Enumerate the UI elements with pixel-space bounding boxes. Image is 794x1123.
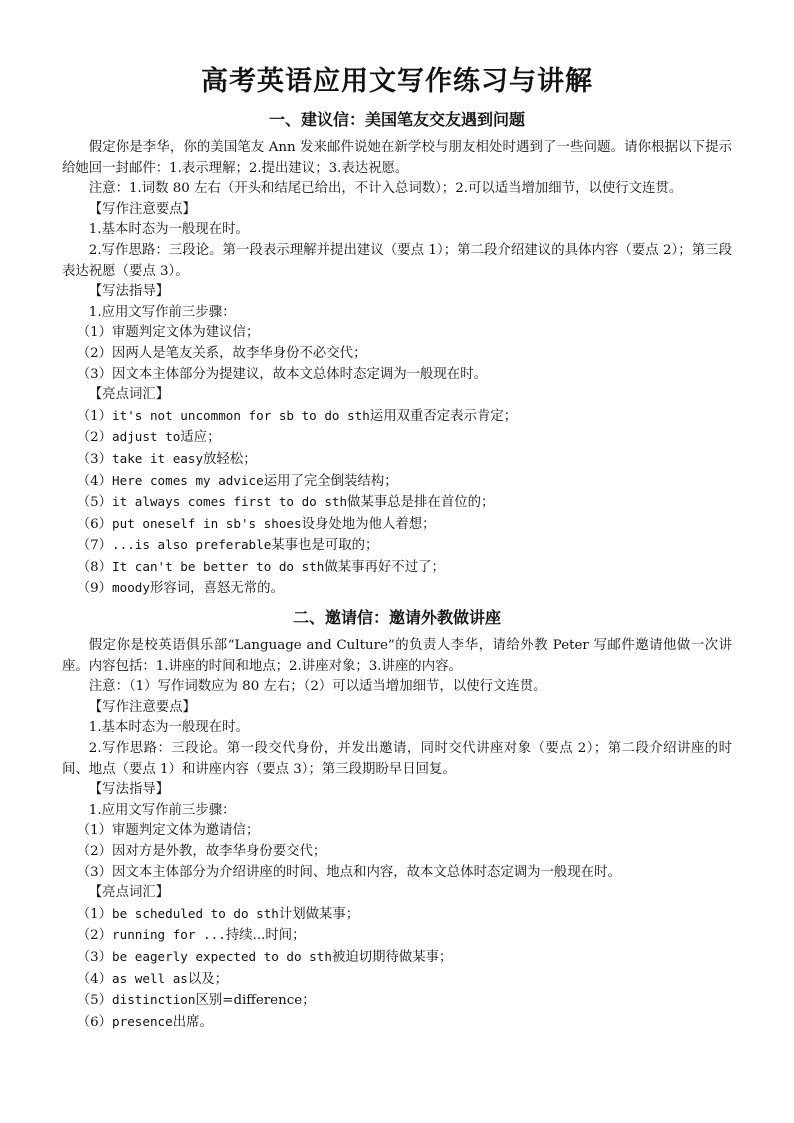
vocab-meaning: 计划做某事； — [278, 906, 360, 922]
steps-list — [62, 323, 732, 385]
steps-list — [62, 821, 732, 883]
vocab-number: （2） — [76, 430, 113, 446]
vocab-item — [62, 1012, 732, 1034]
vocab-meaning: 形容词，喜怒无常的。 — [149, 581, 284, 597]
step-item: （1）审题判定文体为建议信； — [76, 325, 260, 341]
points-label: 【写作注意要点】 — [88, 201, 196, 217]
vocab-meaning: 出席。 — [172, 1014, 213, 1030]
vocab-item — [62, 535, 732, 557]
vocab-item — [62, 514, 732, 536]
vocab-number: （6） — [76, 1014, 113, 1030]
task-note: 注意：1.词数 80 左右（开头和结尾已给出，不计入总词数）；2.可以适当增加细节，以使行文连贯。 — [88, 181, 683, 197]
points-label: 【写作注意要点】 — [88, 699, 196, 715]
vocab-item — [62, 471, 732, 493]
section-heading: 二、邀请信：邀请外教做讲座 — [292, 608, 501, 628]
task-note: 注意：（1）写作词数应为 80 左右；（2）可以适当增加细节，以使行文连贯。 — [88, 679, 547, 695]
task-prompt: 假定你是校英语俱乐部“Language and Culture”的负责人李华，请给外教 Peter 写邮件邀请他做一次讲座。内容包括：1.讲座的时间和地点；2.讲座对象；3.讲座的内容。 — [62, 638, 732, 674]
vocab-number: （4） — [76, 971, 113, 987]
vocab-item — [62, 947, 732, 969]
vocab-meaning: 运用了完全倒装结构； — [263, 473, 398, 489]
vocab-label: 【亮点词汇】 — [88, 387, 170, 403]
vocab-english: put oneself in sb's shoes — [112, 515, 302, 531]
section-invitation-letter — [62, 606, 732, 1033]
vocab-item — [62, 969, 732, 991]
step-item: （3）因文本主体部分为介绍讲座的时间、地点和内容，故本文总体时态定调为一般现在时。 — [76, 864, 621, 880]
vocab-item — [62, 904, 732, 926]
vocab-english: be eagerly expected to do sth — [112, 948, 332, 964]
vocab-english: take it easy — [112, 450, 204, 466]
vocab-meaning: 持续...时间； — [225, 928, 306, 944]
section-suggestion-letter — [62, 108, 732, 600]
guide-label: 【写法指导】 — [88, 782, 170, 798]
vocab-item — [62, 406, 732, 428]
vocab-number: （9） — [76, 581, 113, 597]
vocab-english: ...is also preferable — [112, 537, 272, 553]
vocab-number: （2） — [76, 928, 113, 944]
vocab-meaning: 做某事总是排在首位的； — [347, 495, 495, 511]
vocab-meaning: 放轻松； — [203, 451, 257, 467]
step-item: （1）审题判定文体为邀请信； — [76, 823, 260, 839]
vocab-meaning: 区别=difference； — [195, 993, 316, 1009]
vocab-english: it always comes first to do sth — [112, 494, 348, 510]
vocab-item — [62, 990, 732, 1012]
vocab-number: （6） — [76, 516, 113, 532]
vocab-english: as well as — [112, 970, 188, 986]
vocab-english: be scheduled to do sth — [112, 905, 279, 921]
vocab-number: （1） — [76, 408, 113, 424]
vocab-item — [62, 427, 732, 449]
vocab-number: （3） — [76, 451, 113, 467]
task-prompt: 假定你是李华，你的美国笔友 Ann 发来邮件说她在新学校与朋友相处时遇到了一些问题。请你根据以下提示给她回一封邮件：1.表示理解；2.提出建议；3.表达祝愿。 — [62, 140, 732, 176]
guide-label: 【写法指导】 — [88, 284, 170, 300]
vocab-english: adjust to — [112, 429, 181, 445]
guide-intro: 1.应用文写作前三步骤： — [88, 304, 236, 320]
vocab-item — [62, 492, 732, 514]
vocab-number: （4） — [76, 473, 113, 489]
vocab-number: （5） — [76, 495, 113, 511]
vocab-number: （1） — [76, 906, 113, 922]
vocab-meaning: 被迫切期待做某事； — [331, 949, 453, 965]
vocab-item — [62, 578, 732, 600]
vocab-number: （3） — [76, 949, 113, 965]
vocab-english: presence — [112, 1013, 173, 1029]
vocab-english: It can't be better to do sth — [112, 558, 325, 574]
vocab-list — [62, 406, 732, 600]
vocab-english: Here comes my advice — [112, 472, 264, 488]
point-tense: 1.基本时态为一般现在时。 — [88, 720, 249, 736]
step-item: （3）因文本主体部分为提建议，故本文总体时态定调为一般现在时。 — [76, 366, 487, 382]
vocab-meaning: 做某事再好不过了； — [324, 559, 445, 575]
guide-intro: 1.应用文写作前三步骤： — [88, 802, 236, 818]
vocab-english: it's not uncommon for sb to do sth — [112, 407, 370, 423]
page-title: 高考英语应用文写作练习与讲解 — [201, 66, 593, 97]
vocab-english: distinction — [112, 992, 196, 1008]
vocab-meaning: 适应； — [180, 430, 221, 446]
vocab-number: （7） — [76, 538, 113, 554]
vocab-label: 【亮点词汇】 — [88, 885, 170, 901]
section-heading: 一、建议信：美国笔友交友遇到问题 — [268, 110, 525, 129]
vocab-item — [62, 449, 732, 471]
vocab-meaning: 以及； — [187, 971, 229, 987]
vocab-english: running for ... — [112, 927, 226, 943]
vocab-number: （5） — [76, 993, 113, 1009]
vocab-number: （8） — [76, 559, 113, 575]
vocab-meaning: 某事也是可取的； — [271, 538, 379, 554]
step-item: （2）因两人是笔友关系，故李华身份不必交代； — [76, 345, 367, 361]
point-structure: 2.写作思路：三段论。第一段表示理解并提出建议（要点 1）；第二段介绍建议的具体内容（要点 2）；第三段表达祝愿（要点 3）。 — [62, 242, 732, 279]
vocab-meaning: 设身处地为他人着想； — [301, 516, 436, 532]
vocab-english: moody — [112, 580, 150, 596]
vocab-item — [62, 557, 732, 579]
vocab-list — [62, 904, 732, 1034]
vocab-item — [62, 925, 732, 947]
vocab-meaning: 运用双重否定表示肯定； — [369, 408, 518, 424]
point-structure: 2.写作思路：三段论。第一段交代身份，并发出邀请，同时交代讲座对象（要点 2）；第二段介绍讲座的时间、地点（要点 1）和讲座内容（要点 3）；第三段期盼早日回复。 — [62, 741, 732, 777]
point-tense: 1.基本时态为一般现在时。 — [88, 222, 249, 238]
document-page — [62, 64, 732, 1033]
step-item: （2）因对方是外教，故李华身份要交代； — [76, 844, 327, 859]
